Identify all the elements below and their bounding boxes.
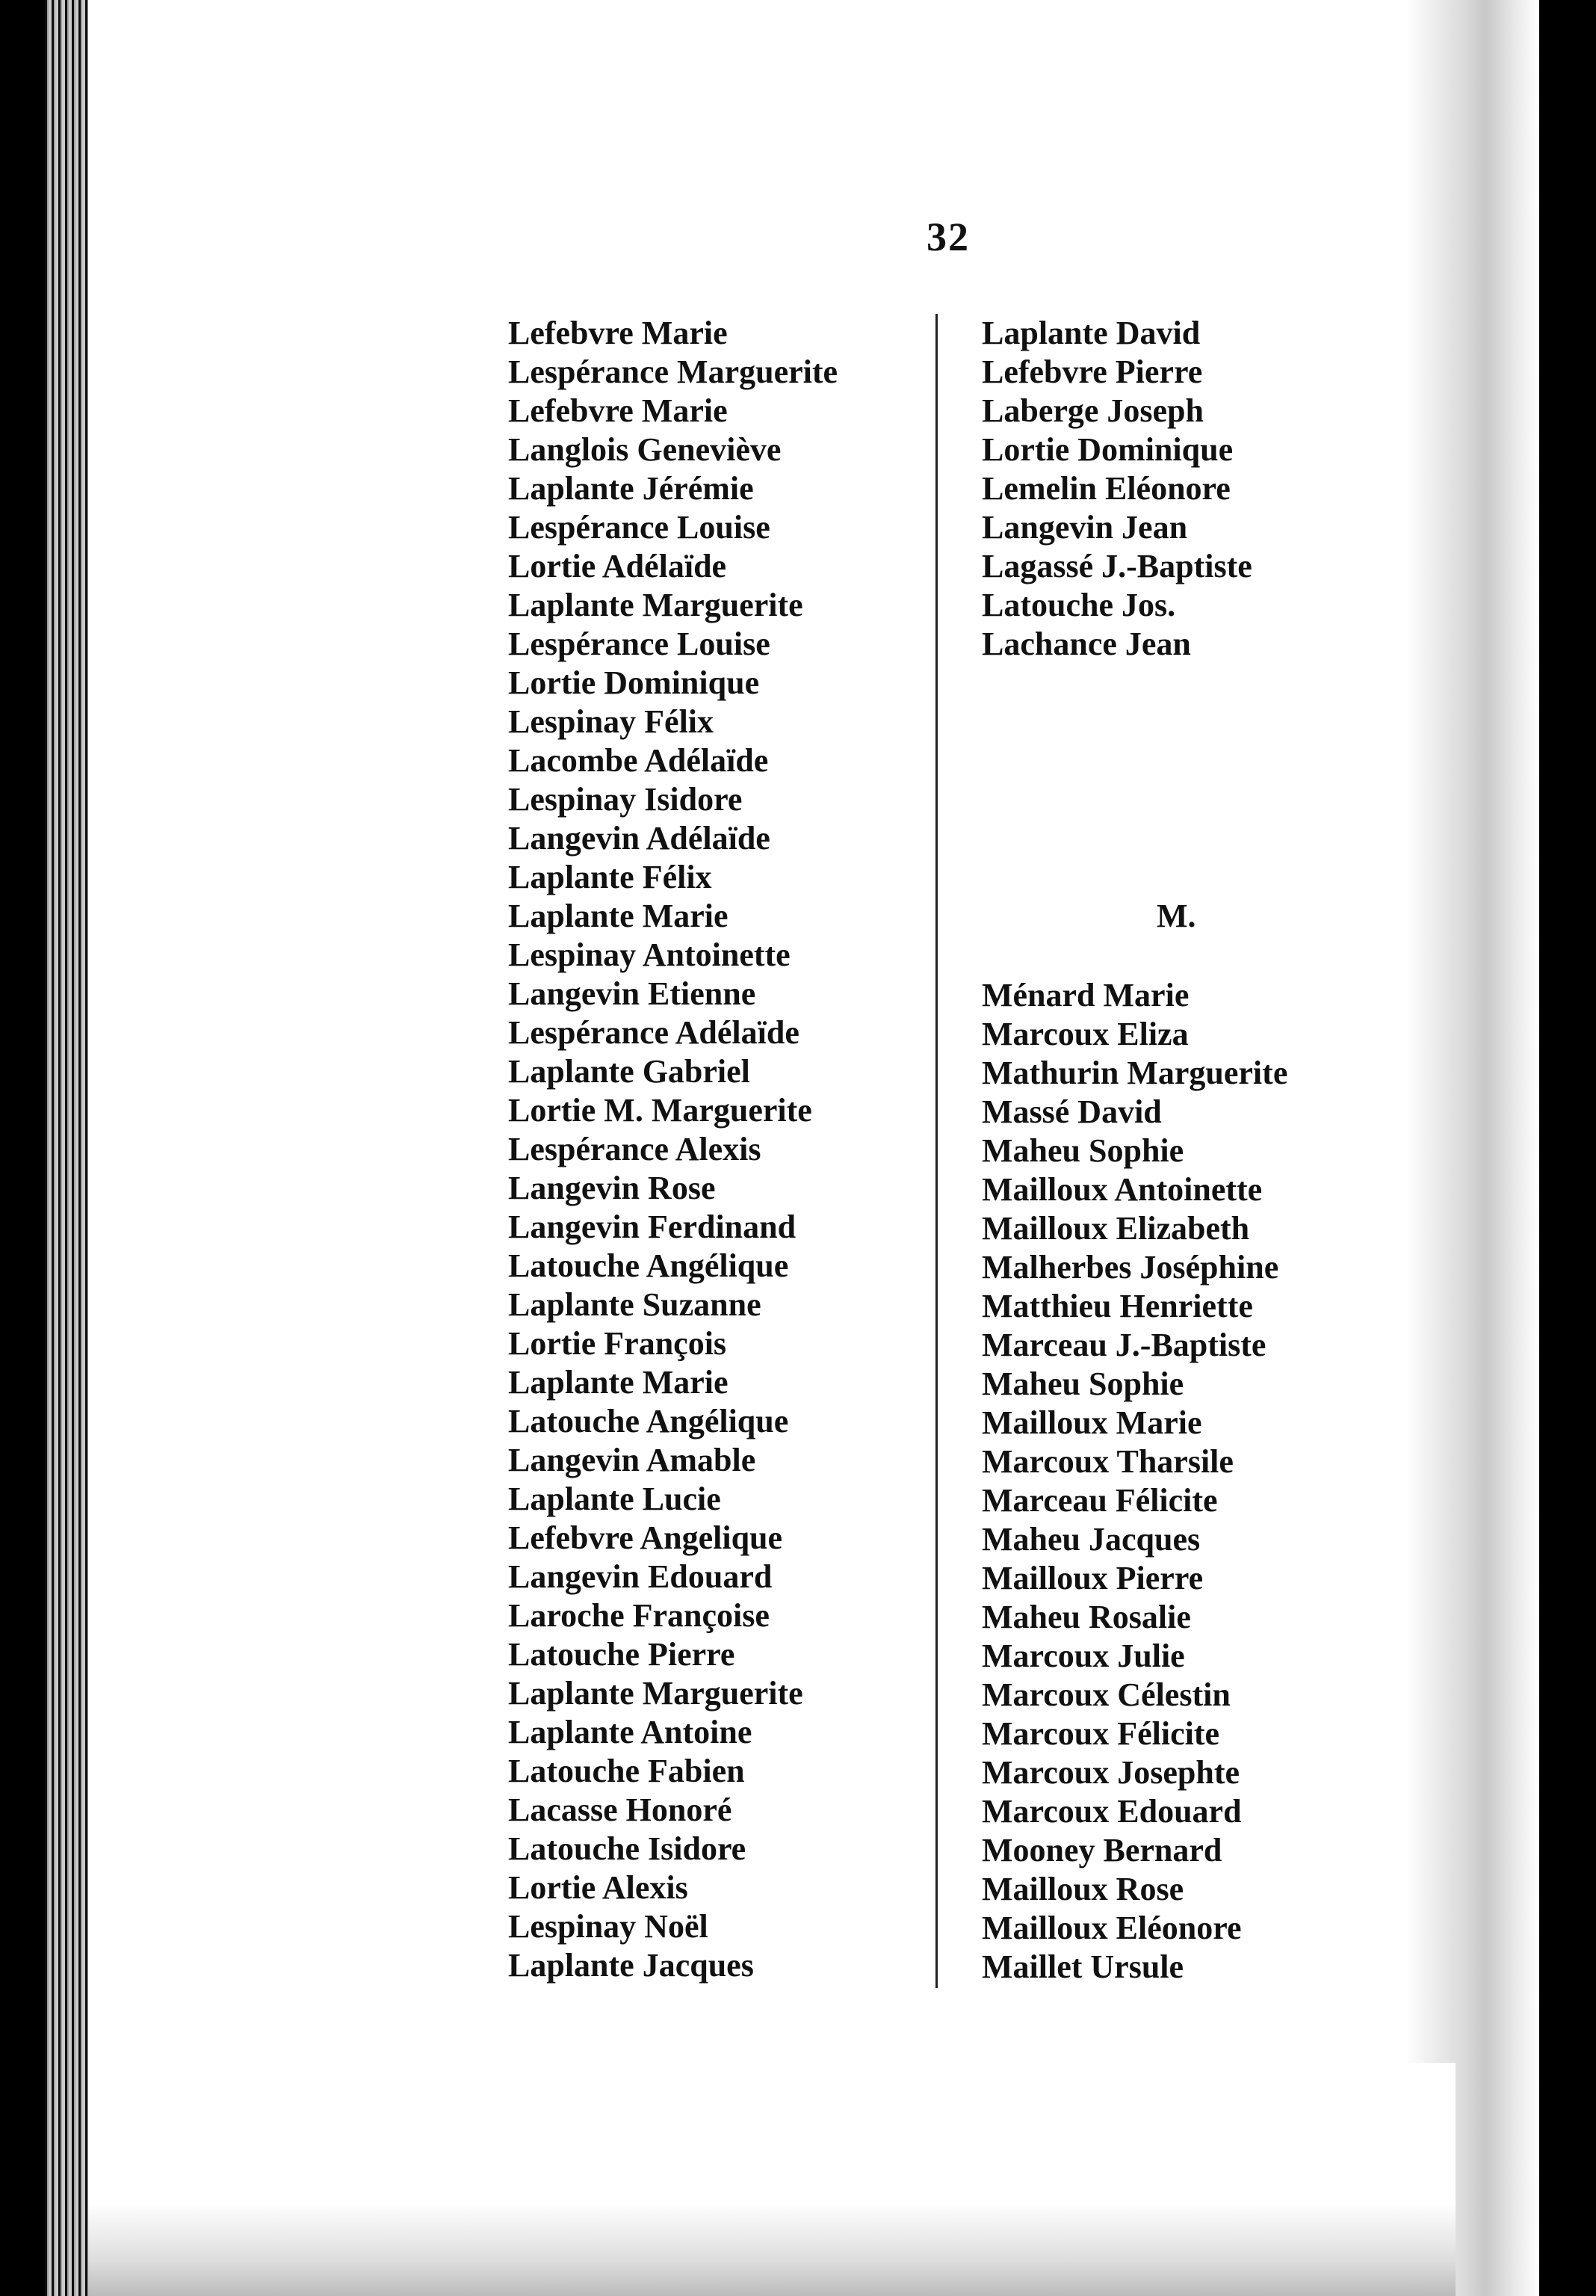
name-entry: Matthieu Henriette [982,1288,1253,1324]
name-entry: Maheu Sophie [982,1365,1184,1402]
name-entry: Langevin Adélaïde [508,820,770,857]
name-entry: Laplante Marguerite [508,1675,803,1712]
name-entry: Lespinay Félix [508,703,714,740]
name-entry: Lespérance Louise [508,626,770,662]
name-entry: Laplante Félix [508,859,712,895]
name-entry: Lachance Jean [982,626,1191,662]
name-entry: Maheu Sophie [982,1132,1184,1169]
name-entry: Marcoux Julie [982,1638,1185,1674]
name-entry: Langevin Rose [508,1170,716,1206]
name-entry: Lefebvre Marie [508,392,728,429]
name-entry: Mailloux Elizabeth [982,1210,1250,1247]
name-entry: Ménard Marie [982,977,1190,1013]
name-entry: Mailloux Eléonore [982,1910,1242,1946]
right-name-column-m [982,976,1287,1987]
name-entry: Laplante Marie [508,898,729,934]
name-entry: Mailloux Pierre [982,1560,1204,1596]
name-entry: Marcoux Edouard [982,1793,1242,1830]
name-entry: Lespérance Alexis [508,1131,761,1167]
column-divider [935,314,938,1988]
name-entry: Lortie Adélaïde [508,548,727,584]
name-entry: Laplante Antoine [508,1714,752,1750]
name-entry: Laplante Gabriel [508,1053,750,1090]
name-entry: Massé David [982,1093,1162,1130]
name-entry: Lespérance Marguerite [508,354,838,390]
name-entry: Latouche Isidore [508,1830,746,1867]
name-entry: Marcoux Eliza [982,1016,1189,1052]
page-number: 32 [927,215,970,259]
name-entry: Langevin Edouard [508,1558,773,1595]
name-entry: Mailloux Antoinette [982,1171,1263,1208]
name-entry: Latouche Fabien [508,1753,745,1789]
name-entry: Mailloux Marie [982,1404,1202,1441]
name-entry: Lespinay Isidore [508,781,743,818]
name-entry: Langevin Etienne [508,975,756,1012]
name-entry: Lortie Dominique [508,664,760,701]
name-entry: Lespérance Adélaïde [508,1014,799,1051]
name-entry: Langevin Ferdinand [508,1209,797,1245]
name-entry: Marcoux Tharsile [982,1443,1234,1480]
name-entry: Laplante Jacques [508,1947,754,1984]
name-entry: Lortie M. Marguerite [508,1092,812,1129]
name-entry: Langlois Geneviève [508,431,782,468]
name-entry: Lortie François [508,1325,727,1362]
name-entry: Malherbes Joséphine [982,1249,1279,1286]
name-entry: Maillet Ursule [982,1948,1184,1985]
name-entry: Lemelin Eléonore [982,470,1231,507]
page-shadow [1405,0,1539,2296]
name-entry: Mooney Bernard [982,1832,1222,1868]
name-entry: Latouche Angélique [508,1403,789,1439]
name-entry: Laplante Lucie [508,1481,721,1517]
name-entry: Laberge Joseph [982,392,1204,429]
name-entry: Maheu Rosalie [982,1599,1191,1635]
name-entry: Lortie Dominique [982,431,1234,468]
name-entry: Lefebvre Marie [508,315,728,351]
right-name-column-l [982,314,1252,664]
section-letter-m: M. [1157,898,1196,934]
left-name-column [508,314,838,1985]
name-entry: Marcoux Félicite [982,1715,1220,1752]
name-entry: Marcoux Célestin [982,1676,1231,1713]
name-entry: Lacombe Adélaïde [508,742,769,779]
name-entry: Latouche Jos. [982,587,1176,623]
name-entry: Laplante Suzanne [508,1286,761,1323]
name-entry: Laplante Marie [508,1364,729,1401]
name-entry: Lagassé J.-Baptiste [982,548,1252,584]
name-entry: Maheu Jacques [982,1521,1201,1558]
name-entry: Marcoux Josephte [982,1754,1240,1791]
name-entry: Laplante Marguerite [508,587,803,623]
name-entry: Laroche Françoise [508,1597,770,1634]
name-entry: Marceau Félicite [982,1482,1218,1519]
name-entry: Lefebvre Angelique [508,1519,783,1556]
name-entry: Latouche Pierre [508,1636,735,1673]
name-entry: Mailloux Rose [982,1871,1184,1907]
name-entry: Langevin Jean [982,509,1188,546]
name-entry: Lespérance Louise [508,509,770,546]
name-entry: Latouche Angélique [508,1247,789,1284]
name-entry: Lefebvre Pierre [982,354,1203,390]
name-entry: Mathurin Marguerite [982,1055,1288,1091]
name-entry: Lacasse Honoré [508,1792,732,1828]
name-entry: Laplante David [982,315,1201,351]
name-entry: Lortie Alexis [508,1869,688,1906]
name-entry: Lespinay Antoinette [508,936,791,973]
name-entry: Laplante Jérémie [508,470,754,507]
name-entry: Marceau J.-Baptiste [982,1327,1266,1363]
name-entry: Lespinay Noël [508,1908,708,1945]
name-entry: Langevin Amable [508,1442,756,1478]
page-bottom-edge [88,2063,1456,2296]
